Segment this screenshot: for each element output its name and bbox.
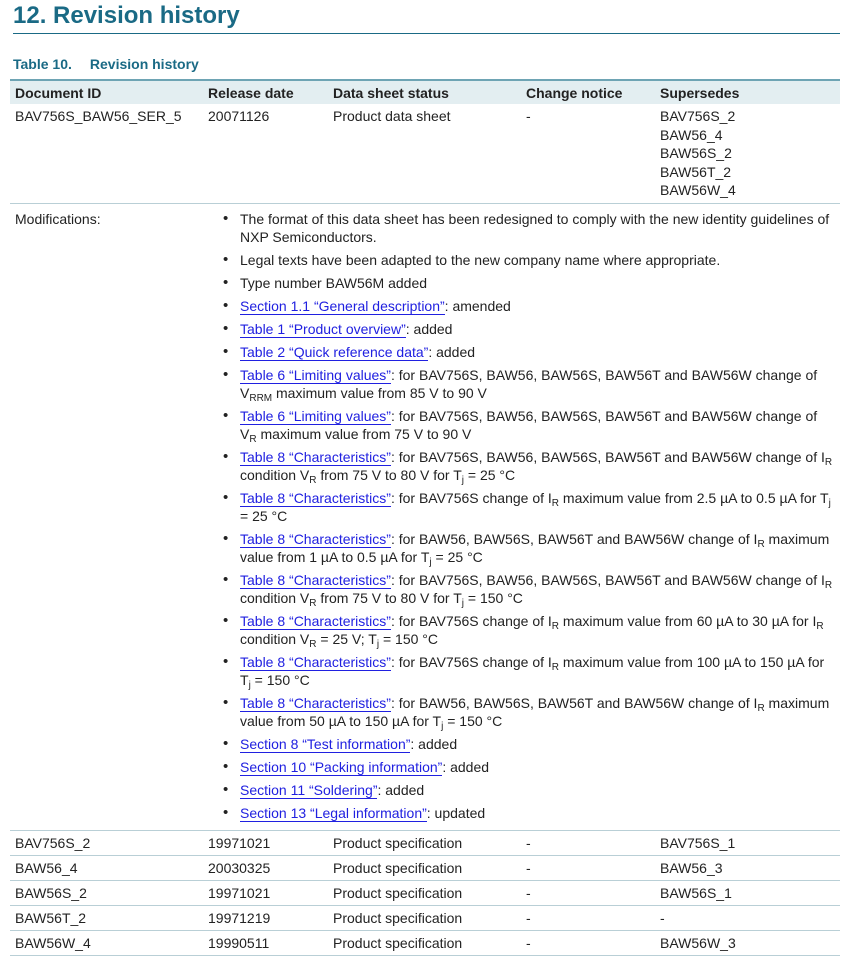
section-link[interactable]: Section 10 “Packing information” [240, 758, 443, 775]
status: Product specification [328, 905, 521, 930]
modification-item [223, 251, 835, 269]
change-notice: - [521, 855, 655, 880]
table-row [10, 830, 840, 855]
section-link[interactable]: Table 1 “Product overview” [240, 320, 406, 337]
section-link[interactable]: Table 8 “Characteristics” [240, 612, 391, 629]
section-link[interactable]: Section 11 “Soldering” [240, 781, 378, 798]
modification-text: = 25 °C [240, 507, 288, 524]
supersedes-item: BAW56_4 [660, 126, 723, 143]
supersedes-item: BAV756S_2 [660, 108, 736, 124]
modification-text: : for BAV756S, BAW56, BAW56S, BAW56T and BAW56W change of V [240, 366, 818, 401]
section-link[interactable]: Table 8 “Characteristics” [240, 571, 391, 588]
modification-text: = 25 V; T [316, 630, 377, 647]
modification-text: maximum value from 100 µA to 150 µA for T [240, 653, 825, 688]
subscript: j [461, 597, 464, 609]
release-date: 19990511 [203, 930, 328, 955]
supersedes [655, 104, 840, 203]
modification-text: : for BAW56, BAW56S, BAW56T and BAW56W change of I [390, 694, 758, 711]
modifications-row [10, 203, 840, 830]
modifications-list [208, 210, 835, 822]
section-link[interactable]: Section 13 “Legal information” [240, 804, 427, 821]
supersedes: BAW56S_1 [655, 880, 840, 905]
release-date: 19971021 [203, 830, 328, 855]
modification-text: : added [428, 343, 476, 360]
release-date: 19971219 [203, 905, 328, 930]
supersedes-item: BAW56T_2 [660, 163, 732, 180]
subscript: RRM [249, 392, 273, 404]
change-notice: - [521, 104, 655, 203]
table-number: Table 10. [13, 56, 72, 72]
change-notice: - [521, 830, 655, 855]
modification-text: = 150 °C [379, 630, 438, 647]
section-link[interactable]: Section 8 “Test information” [240, 735, 411, 752]
modification-item [223, 407, 835, 443]
modification-item [223, 320, 835, 338]
subscript: R [551, 661, 560, 673]
modification-text: : for BAV756S, BAW56, BAW56S, BAW56T and BAW56W change of V [240, 407, 818, 442]
table-row [10, 930, 840, 955]
modification-item [223, 366, 835, 402]
modification-text: = 25 °C [464, 466, 516, 483]
col-supersedes: Supersedes [655, 80, 840, 104]
supersedes: - [655, 905, 840, 930]
change-notice: - [521, 930, 655, 955]
subscript: R [309, 597, 317, 609]
table-row [10, 855, 840, 880]
table-caption [13, 56, 217, 72]
subscript: j [248, 679, 251, 691]
section-link[interactable]: Table 8 “Characteristics” [240, 489, 391, 506]
modification-text: : for BAV756S, BAW56, BAW56S, BAW56T and BAW56W change of I [390, 571, 825, 588]
modification-text: : added [377, 781, 425, 798]
document-id: BAV756S_BAW56_SER_5 [10, 104, 203, 203]
modification-item [223, 735, 835, 753]
modification-text: : for BAW56, BAW56S, BAW56T and BAW56W change of I [390, 530, 758, 547]
section-link[interactable]: Table 2 “Quick reference data” [240, 343, 429, 360]
table-title: Revision history [89, 56, 199, 72]
modification-text: Legal texts have been adapted to the new company name where appropriate. [240, 251, 721, 268]
status: Product specification [328, 880, 521, 905]
modification-text: maximum value from 1 µA to 0.5 µA for T [240, 530, 830, 565]
release-date: 19971021 [203, 880, 328, 905]
subscript: R [824, 456, 833, 468]
modification-text: maximum value from 60 µA to 30 µA for I [559, 612, 817, 629]
col-status: Data sheet status [328, 80, 521, 104]
subscript: R [757, 702, 765, 714]
modification-text: : updated [426, 804, 486, 821]
supersedes-item: BAW56W_4 [660, 182, 736, 198]
subscript: R [824, 579, 833, 591]
modification-item [223, 274, 835, 292]
modification-text: = 150 °C [443, 712, 503, 729]
modification-text: Type number BAW56M added [240, 274, 428, 291]
modification-text: The format of this data sheet has been redesigned to comply with the new identity guidelines of NXP Semiconductors. [240, 210, 830, 245]
modification-text: condition V [240, 466, 310, 483]
modification-text: : for BAV756S, BAW56, BAW56S, BAW56T and BAW56W change of I [390, 448, 825, 465]
modification-text: : added [410, 735, 458, 752]
table-row [10, 905, 840, 930]
supersedes: BAW56W_3 [655, 930, 840, 955]
section-heading: 12. Revision history [13, 2, 240, 29]
status: Product data sheet [328, 104, 521, 203]
section-link[interactable]: Table 8 “Characteristics” [240, 653, 391, 670]
subscript: R [249, 433, 257, 445]
modification-text: from 75 V to 80 V for T [316, 466, 462, 483]
revision-history-table [10, 79, 840, 956]
modification-item [223, 781, 835, 799]
release-date: 20030325 [203, 855, 328, 880]
modification-text: : for BAV756S change of I [390, 612, 552, 629]
subscript: j [461, 474, 464, 486]
col-document-id: Document ID [10, 80, 203, 104]
modification-text: condition V [240, 589, 310, 606]
section-link[interactable]: Table 8 “Characteristics” [240, 694, 391, 711]
document-id: BAW56S_2 [10, 880, 203, 905]
subscript: R [309, 638, 317, 650]
modifications-label: Modifications: [10, 203, 203, 830]
table-row [10, 880, 840, 905]
modification-item [223, 530, 835, 566]
section-link[interactable]: Table 8 “Characteristics” [240, 530, 391, 547]
subscript: R [551, 620, 560, 632]
modification-text: maximum value from 75 V to 90 V [256, 425, 472, 442]
subscript: R [309, 474, 317, 486]
modification-text: from 75 V to 80 V for T [316, 589, 462, 606]
document-id: BAW56T_2 [10, 905, 203, 930]
modification-item [223, 612, 835, 648]
modification-text: maximum value from 2.5 µA to 0.5 µA for T [559, 489, 829, 506]
modification-item [223, 448, 835, 484]
subscript: R [757, 538, 765, 550]
col-release-date: Release date [203, 80, 328, 104]
supersedes-item: BAW56S_2 [660, 145, 732, 161]
modification-text: = 150 °C [464, 589, 523, 606]
modification-item [223, 343, 835, 361]
table-header-row [10, 80, 840, 104]
supersedes: BAW56_3 [655, 855, 840, 880]
modification-text: = 25 °C [431, 548, 483, 565]
change-notice: - [521, 905, 655, 930]
status: Product specification [328, 855, 521, 880]
modification-item [223, 694, 835, 730]
table-row [10, 104, 840, 203]
heading-rule [13, 33, 840, 34]
modification-text: maximum value from 50 µA to 150 µA for T [240, 694, 830, 729]
modification-text: : amended [444, 297, 511, 314]
subscript: R [816, 620, 824, 632]
modification-item [223, 653, 835, 689]
modification-text: : added [442, 758, 490, 775]
section-link[interactable]: Table 6 “Limiting values” [240, 366, 391, 383]
document-id: BAW56W_4 [10, 930, 203, 955]
modification-item [223, 758, 835, 776]
modification-item [223, 297, 835, 315]
modification-text: : added [405, 320, 453, 337]
document-id: BAW56_4 [10, 855, 203, 880]
subscript: j [441, 720, 444, 732]
section-link[interactable]: Table 6 “Limiting values” [240, 407, 391, 424]
section-link[interactable]: Section 1.1 “General description” [240, 297, 445, 314]
modification-item [223, 489, 835, 525]
document-id: BAV756S_2 [10, 830, 203, 855]
modification-text: condition V [240, 630, 310, 647]
modification-text: = 150 °C [250, 671, 310, 688]
modification-text: : for BAV756S change of I [390, 489, 552, 506]
col-change-notice: Change notice [521, 80, 655, 104]
subscript: j [376, 638, 380, 650]
status: Product specification [328, 930, 521, 955]
modification-item [223, 571, 835, 607]
change-notice: - [521, 880, 655, 905]
modification-item [223, 210, 835, 246]
release-date: 20071126 [203, 104, 328, 203]
modification-item [223, 804, 835, 822]
modification-text: : for BAV756S change of I [390, 653, 552, 670]
section-link[interactable]: Table 8 “Characteristics” [240, 448, 391, 465]
subscript: j [828, 497, 831, 509]
supersedes: BAV756S_1 [655, 830, 840, 855]
modification-text: maximum value from 85 V to 90 V [272, 384, 487, 401]
subscript: j [429, 556, 432, 568]
subscript: R [551, 497, 560, 509]
status: Product specification [328, 830, 521, 855]
